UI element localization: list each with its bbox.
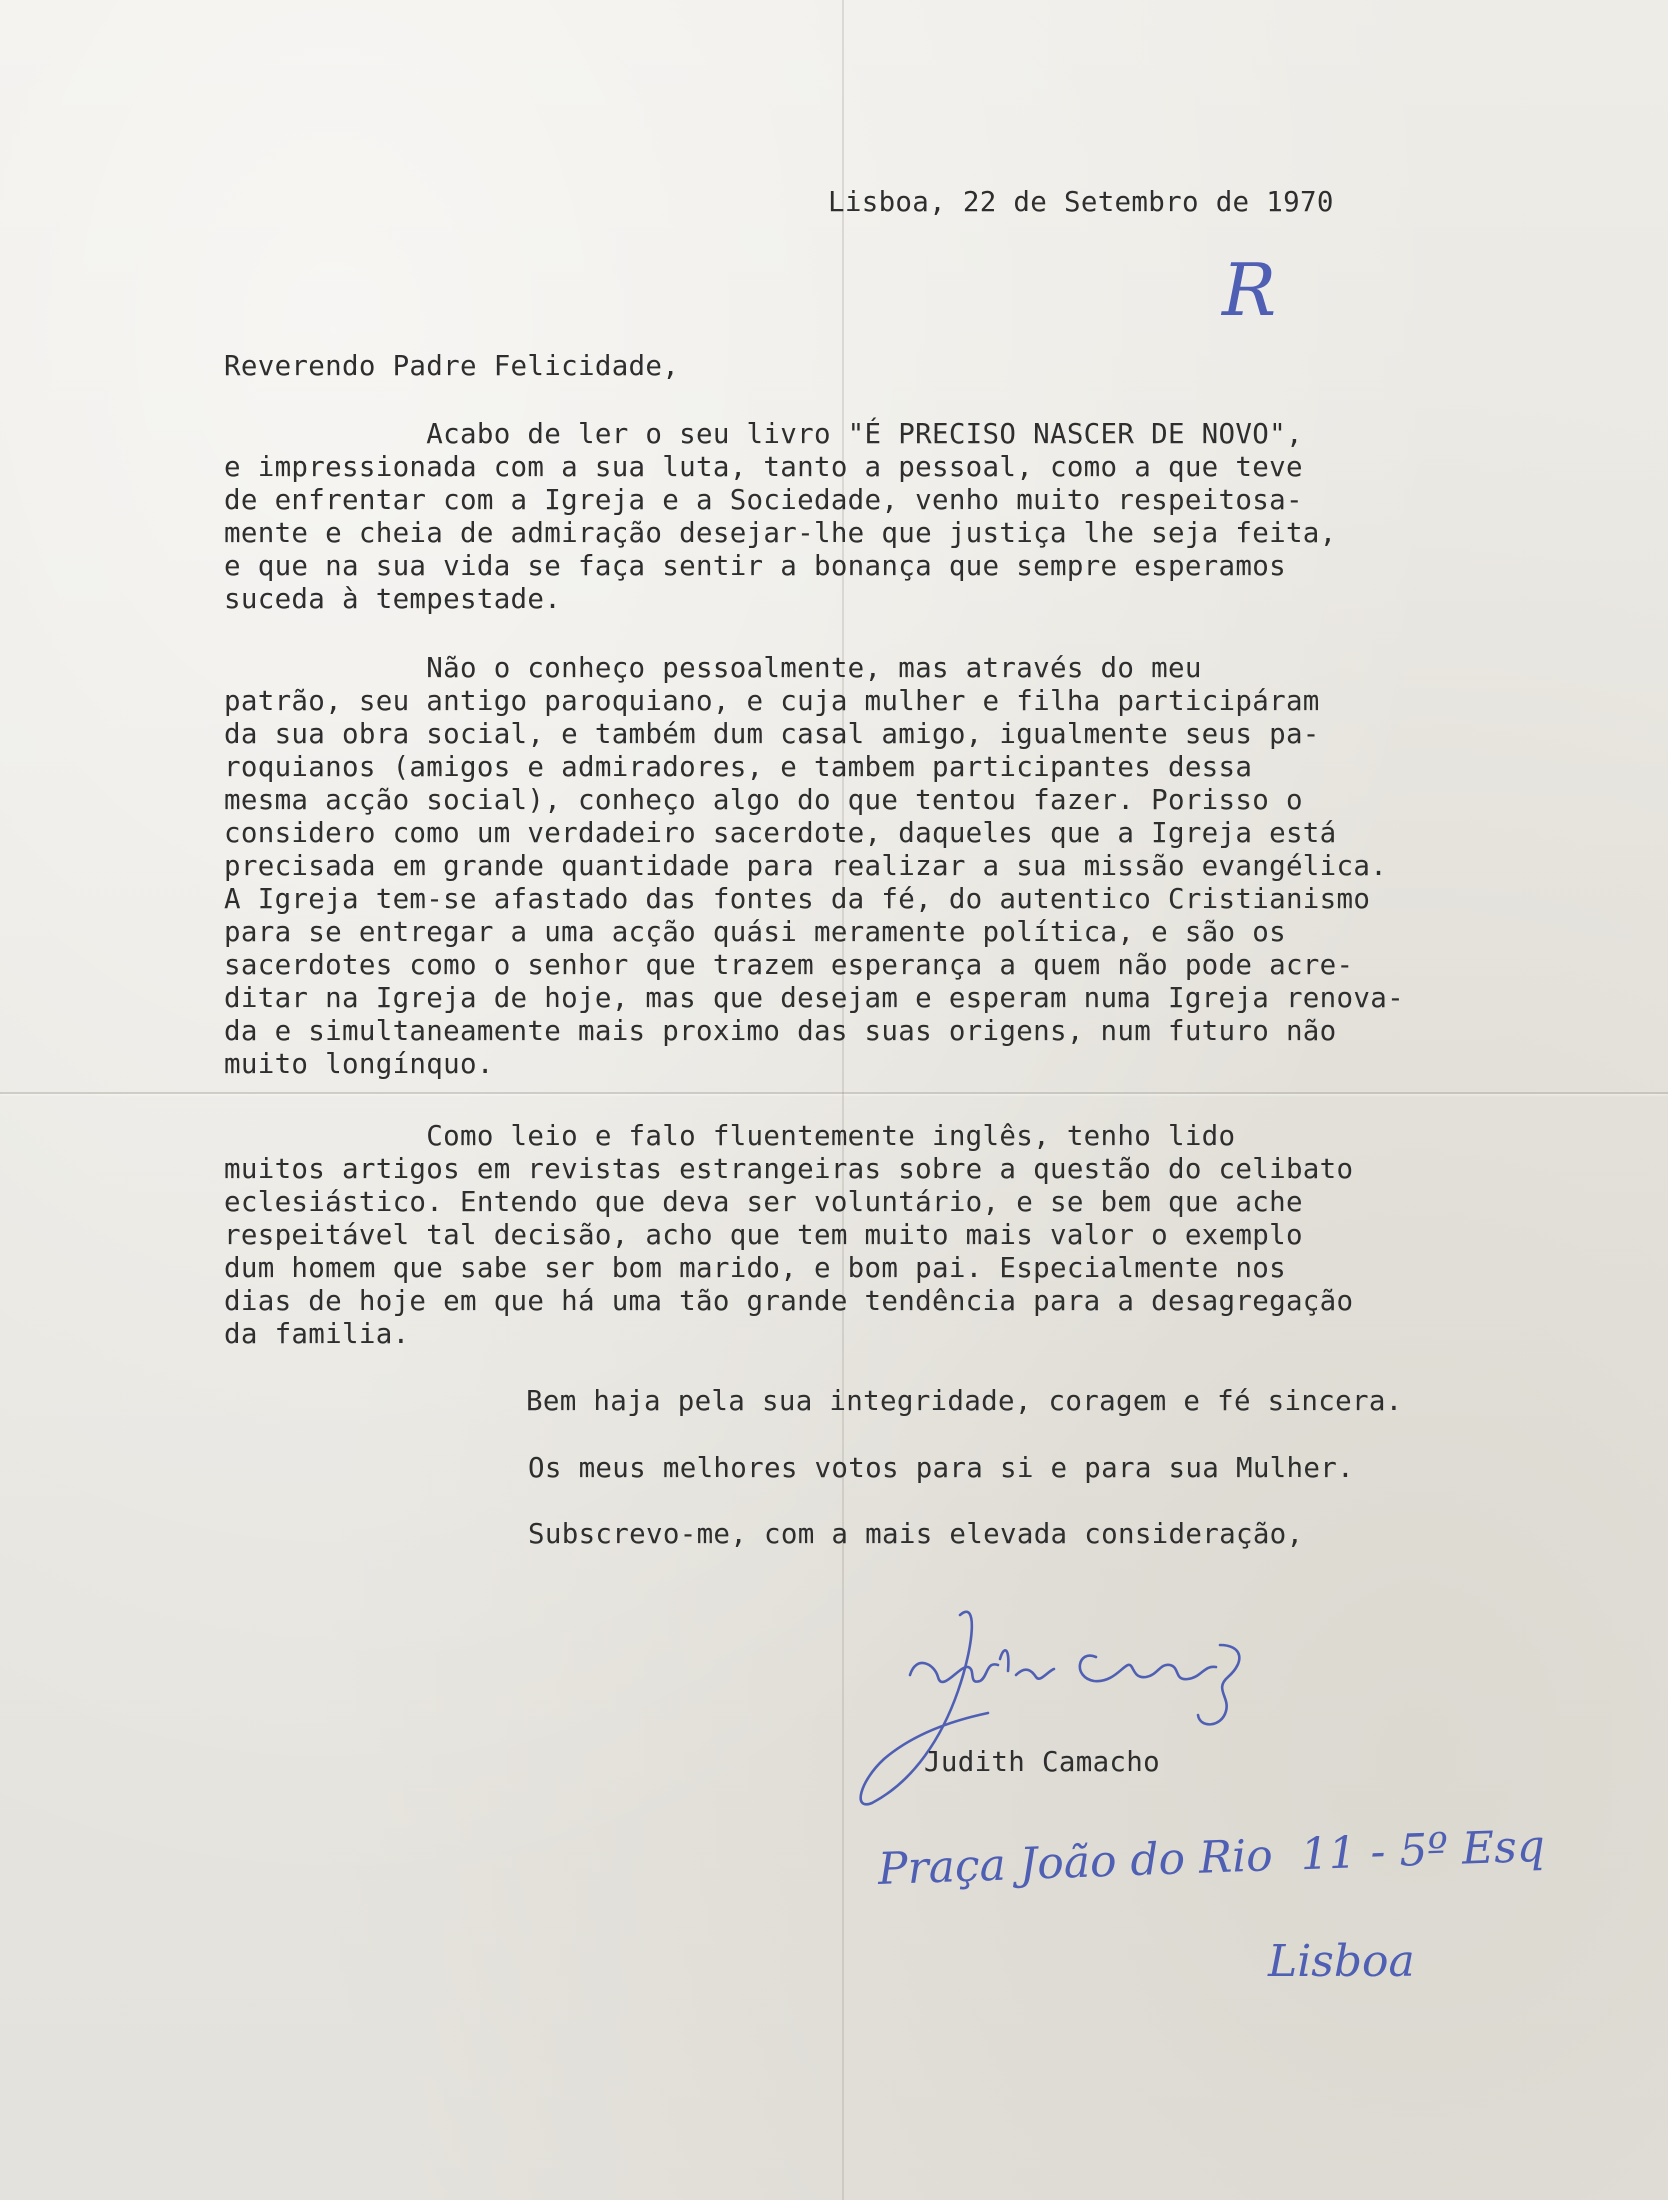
paragraph-line: roquianos (amigos e admiradores, e tambem participantes dessa [224,751,1253,783]
paper-fold-vertical [842,0,844,2200]
paragraph-line: Não o conheço pessoalmente, mas através do meu [224,652,1202,684]
paragraph-line: e impressionada com a sua luta, tanto a pessoal, como a que teve [224,451,1303,483]
paragraph-line: mente e cheia de admiração desejar-lhe que justiça lhe seja feita, [224,517,1337,549]
paragraph-line: da e simultaneamente mais proximo das suas origens, num futuro não [224,1015,1337,1047]
paragraph-line: precisada em grande quantidade para realizar a sua missão evangélica. [224,850,1388,882]
paragraph-line: patrão, seu antigo paroquiano, e cuja mulher e filha participáram [224,685,1320,717]
paragraph-line: muitos artigos em revistas estrangeiras sobre a questão do celibato [224,1153,1354,1185]
paragraph-line: para se entregar a uma acção quási meramente política, e são os [224,916,1286,948]
paragraph-line: sacerdotes como o senhor que trazem esperança a quem não pode acre- [224,949,1354,981]
paragraph-line: da sua obra social, e também dum casal amigo, igualmente seus pa- [224,718,1320,750]
paragraph-line: dum homem que sabe ser bom marido, e bom pai. Especialmente nos [224,1252,1286,1284]
typed-signatory-name: Judith Camacho [924,1746,1160,1778]
place-date: Lisboa, 22 de Setembro de 1970 [828,186,1334,218]
closing-line: Os meus melhores votos para si e para sua Mulher. [528,1452,1354,1484]
paragraph-line: considero como um verdadeiro sacerdote, daqueles que a Igreja está [224,817,1337,849]
paragraph-line: e que na sua vida se faça sentir a bonança que sempre esperamos [224,550,1286,582]
salutation: Reverendo Padre Felicidade, [224,350,680,382]
closing-line: Bem haja pela sua integridade, coragem e fé sincera. [526,1385,1403,1417]
paragraph-line: eclesiástico. Entendo que deva ser voluntário, e se bem que ache [224,1186,1303,1218]
paragraph-line: de enfrentar com a Igreja e a Sociedade, venho muito respeitosa- [224,484,1303,516]
paper-fold-horizontal [0,1092,1668,1094]
handwritten-signature [850,1605,1270,1815]
paragraph-line: Acabo de ler o seu livro "É PRECISO NASCER DE NOVO", [224,418,1303,450]
paragraph-line: suceda à tempestade. [224,583,562,615]
paragraph-line: dias de hoje em que há uma tão grande tendência para a desagregação [224,1285,1354,1317]
paragraph-line: respeitável tal decisão, acho que tem muito mais valor o exemplo [224,1219,1303,1251]
handwritten-city: Lisboa [1268,1936,1415,1987]
paragraph-line: da familia. [224,1318,410,1350]
paragraph-line: ditar na Igreja de hoje, mas que desejam e esperam numa Igreja renova- [224,982,1404,1014]
handwritten-address: Praça João do Rio 11 - 5º Esq [877,1820,1546,1895]
paragraph-line: muito longínquo. [224,1048,494,1080]
paragraph-line: A Igreja tem-se afastado das fontes da fé, do autentico Cristianismo [224,883,1371,915]
handwritten-mark: R [1222,248,1277,332]
paragraph-line: Como leio e falo fluentemente inglês, tenho lido [224,1120,1236,1152]
paragraph-line: mesma acção social), conheço algo do que tentou fazer. Porisso o [224,784,1303,816]
closing-line: Subscrevo-me, com a mais elevada consideração, [528,1518,1304,1550]
